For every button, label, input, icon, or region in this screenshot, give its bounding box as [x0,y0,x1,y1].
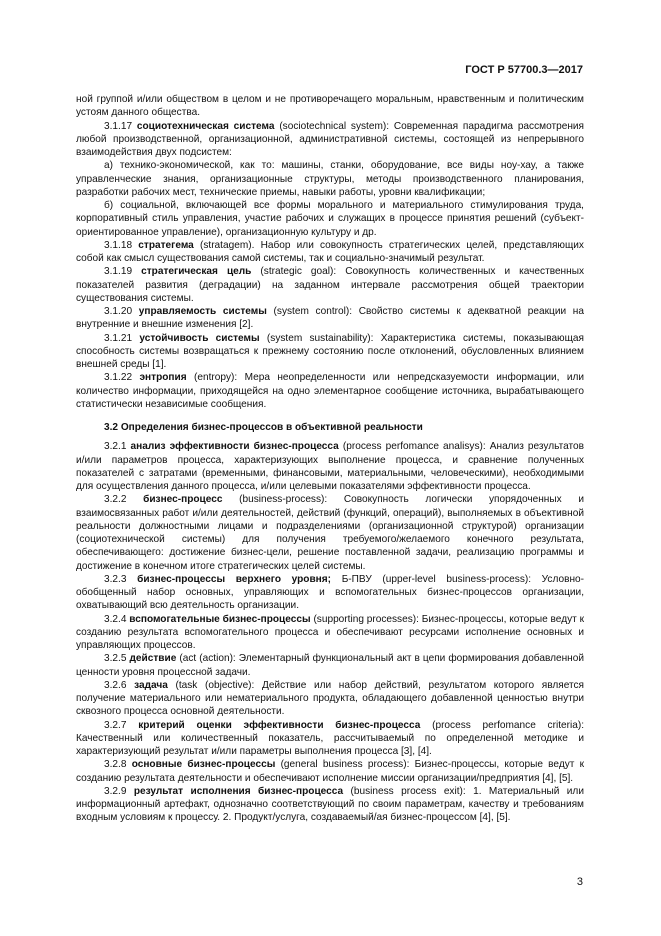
term-number: 3.2.7 [104,719,127,731]
section-heading-3-2: 3.2 Определения бизнес-процессов в объективной реальности [104,422,423,433]
term-3-2-3 [76,573,584,613]
term-definition: (business-process): Совокупность логически упорядоченных и взаимосвязанных работ и/или деятельностей, действий (функций, операций), выполняемых в объективной реальности должностными лицами и подразделениями (организационной структурой) организации (социотехнической системы) для получения требуемого/желаемого конечного результата, обеспечивающего: достижение бизнес-цели, решение поставленной задачи, реализацию программы и достижение в конечном итоге стратегических целей системы. [76,494,584,572]
term-definition: (system sustainability): Характеристика системы, показывающая способность системы возвращаться к прежнему состоянию после отклонений, обусловленных влиянием внешней среды [1]. [76,332,585,370]
term-3-2-5 [76,652,584,679]
term-definition: (process perfomance analisys): Анализ результатов и/или параметров процесса, характеризующих выполнение процесса, и сравнение полученных показателей с затратами (временными, финансовыми, материальными, человеческими), необходимыми для осуществления данного процесса, и/или целевыми показателями эффективности процесса. [76,441,585,492]
term-title: стратегическая цель [141,266,252,278]
document-body [76,93,584,825]
term-3-1-20 [76,305,584,332]
term-number: 3.2.4 [104,613,127,625]
term-title: вспомогательные бизнес-процессы [129,613,311,625]
term-number: 3.1.21 [104,332,133,344]
term-definition: (task (objective): Действие или набор действий, результатом которого является получение материального или нематериального продукта, обладающего добавленной ценностью внутри сквозного процесса основной деятельности. [76,679,585,718]
term-number: 3.2.9 [104,785,127,797]
term-3-2-1 [76,440,584,493]
term-definition: (strategic goal): Совокупность количественных и качественных показателей развития (деградации) на заданном интервале рассмотрения общей траектории существования системы. [76,266,585,304]
term-number: 3.1.22 [104,372,133,384]
term-title: устойчивость системы [139,332,260,344]
term-number: 3.1.17 [104,120,133,132]
term-title: основные бизнес-процессы [131,759,276,771]
term-number: 3.1.20 [104,306,133,317]
term-3-2-7 [76,719,584,759]
term-3-2-6 [76,679,584,719]
term-3-1-18 [76,239,584,266]
page-number: 3 [576,876,583,888]
term-definition: (general business process): Бизнес-процессы, которые ведут к созданию результата деятельности и обеспечивают исполнение миссии организации/предприятия [4], [5]. [76,759,585,784]
term-definition: (stratagem). Набор или совокупность стратегических целей, представляющих собой как смысл существования самой системы, так и социально-значимый результат. [76,239,584,264]
term-definition: (process perfomance criteria): Качественный или количественный показатель, рассчитываемый по определенной методике и характеризующий результат и/или параметры выполнения процесса [3], [4]. [76,719,584,757]
term-3-2-9 [76,785,584,825]
term-definition: (act (action): Элементарный функциональный акт в цепи формирования добавленной ценности уровня процессной задачи. [76,653,585,678]
term-number: 3.2.6 [104,679,127,691]
continuation-paragraph: ной группой и/или обществом в целом и не противоречащего моральным, нравственным и политическим устоям данного общества. [76,94,584,119]
term-title: задача [134,679,168,691]
term-number: 3.2.1 [104,441,127,453]
term-title: анализ эффективности бизнес-процесса [130,441,339,453]
standard-header: ГОСТ Р 57700.3—2017 [465,64,583,76]
term-3-1-19 [76,265,584,305]
term-title: бизнес-процессы верхнего уровня; [137,573,332,585]
term-title: стратегема [138,239,194,251]
term-number: 3.2.5 [104,653,127,665]
term-number: 3.2.8 [104,759,127,771]
term-3-2-4 [76,613,584,653]
term-3-1-17 [76,120,584,160]
term-title: управляемость системы [138,306,267,317]
term-definition: (system control): Свойство системы к адекватной реакции на внутренние и внешние изменения [2]. [76,306,584,331]
term-3-1-21 [76,332,584,372]
term-title: социотехническая система [136,120,275,132]
term-definition: (supporting processes): Бизнес-процессы, которые ведут к созданию результата вспомогательного процесса и обеспечивают ресурсами исполнение основных и управляющих процессов. [76,613,584,651]
term-title: результат исполнения бизнес-процесса [133,785,344,797]
term-3-1-22 [76,371,584,411]
term-number: 3.1.18 [104,239,133,251]
term-definition: (business process exit): 1. Материальный или информационный артефакт, однозначно соответствующий по своим параметрам, качеству и требованиям входным условиям к процессу. 2. Продукт/услуга, создаваемый/ая бизнес-процессом [4], [5]. [76,785,584,824]
term-definition: (entropy): Мера неопределенности или непредсказуемости информации, или количество информации, приходящейся на одно элементарное сообщение источника, вырабатывающего статистически независимые сообщения. [76,372,585,410]
term-title: бизнес-процесс [143,494,223,506]
term-title: действие [129,653,177,665]
term-3-2-8 [76,758,584,785]
term-title: критерий оценки эффективности бизнес-процесса [138,719,421,731]
term-3-2-2 [76,493,584,573]
term-definition: (sociotechnical system): Современная парадигма рассмотрения любой производственной, организационной, административной системы, состоящей из непрерывного взаимодействия двух подсистем: [76,120,585,158]
term-title: энтропия [139,372,187,384]
term-3-1-17-item-b: б) социальной, включающей все формы морального и материального стимулирования труда, корпоративный стиль управления, участие рабочих и служащих в процессе принятия решений (субъект-ориентированное управление), организационную культуру и др. [76,200,584,238]
term-3-1-17-item-a: а) технико-экономической, как то: машины, станки, оборудование, все виды ноу-хау, а также управленческие знания, организационные структуры, методы производственного планирования, разработки рабочих мест, технические приемы, навыки работы, уровни квалификации; [76,160,584,198]
term-definition: Б-ПВУ (upper-level business-process): Условно-обобщенный набор основных, управляющих и вспомогательных бизнес-процессов организации, охватывающий всю деятельность организации. [76,573,584,612]
term-number: 3.1.19 [104,266,133,278]
term-number: 3.2.2 [104,494,127,506]
term-number: 3.2.3 [104,573,127,585]
